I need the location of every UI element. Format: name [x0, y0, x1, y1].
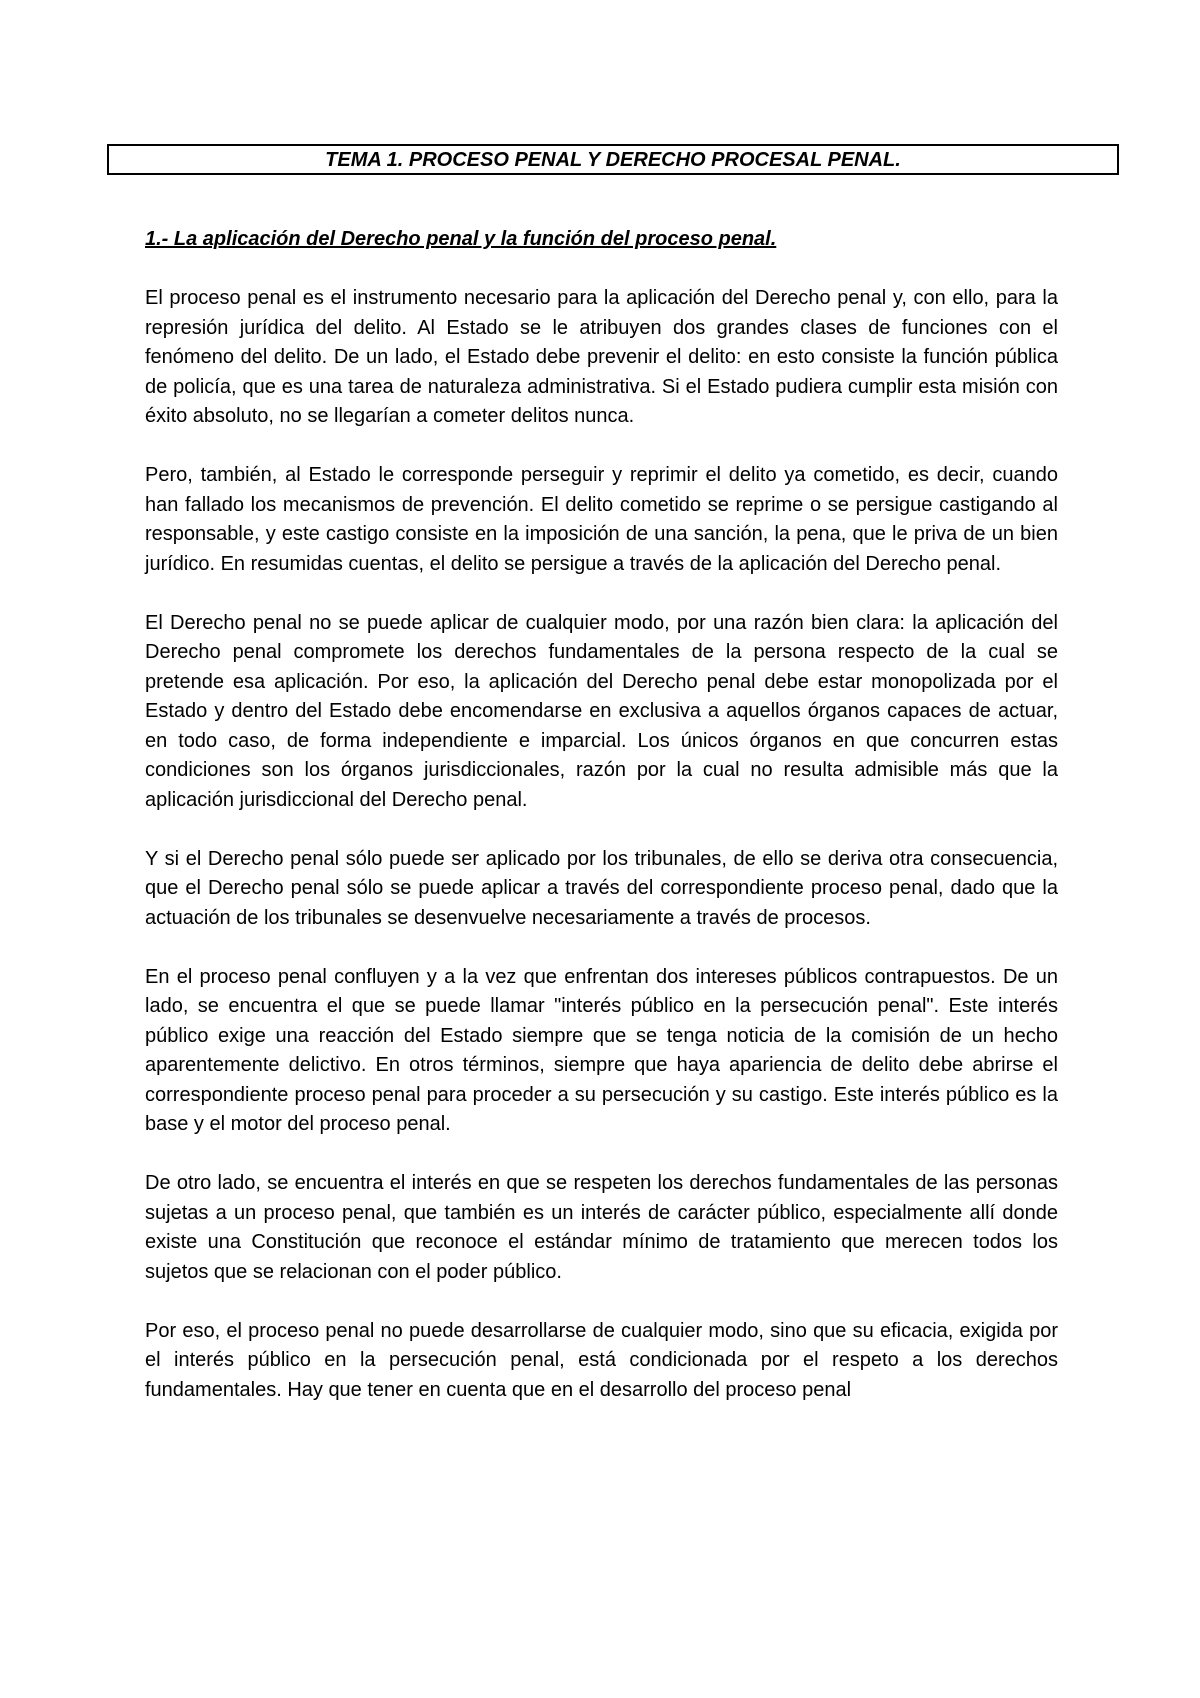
paragraph-7: Por eso, el proceso penal no puede desarrollarse de cualquier modo, sino que su eficacia, exigida por el interés público en la persecución penal, está condicionada por el respeto a los derechos fundamentales. Hay que tener en cuenta que en el desarrollo del proceso penal	[145, 1319, 1058, 1401]
document-title-box	[107, 144, 1119, 175]
paragraph-4: Y si el Derecho penal sólo puede ser aplicado por los tribunales, de ello se deriva otra consecuencia, que el Derecho penal sólo se puede aplicar a través del correspondiente proceso penal, dado que la actuación de los tribunales se desenvuelve necesariamente a través de procesos.	[145, 847, 1058, 929]
paragraph-3: El Derecho penal no se puede aplicar de cualquier modo, por una razón bien clara: la aplicación del Derecho penal compromete los derechos fundamentales de la persona respecto de la cual se pretende esa aplicación. Por eso, la aplicación del Derecho penal debe estar monopolizada por el Estado y dentro del Estado debe encomendarse en exclusiva a aquellos órganos capaces de actuar, en todo caso, de forma independiente e imparcial. Los únicos órganos en que concurren estas condiciones son los órganos jurisdiccionales, razón por la cual no resulta admisible más que la aplicación jurisdiccional del Derecho penal.	[145, 611, 1058, 811]
paragraph-1: El proceso penal es el instrumento necesario para la aplicación del Derecho penal y, con ello, para la represión jurídica del delito. Al Estado se le atribuyen dos grandes clases de funciones con el fenómeno del delito. De un lado, el Estado debe prevenir el delito: en esto consiste la función pública de policía, que es una tarea de naturaleza administrativa. Si el Estado pudiera cumplir esta misión con éxito absoluto, no se llegarían a cometer delitos nunca.	[145, 287, 1058, 427]
section-heading: 1.- La aplicación del Derecho penal y la función del proceso penal.	[145, 228, 777, 250]
document-body	[145, 225, 1058, 1405]
document-title: TEMA 1. PROCESO PENAL Y DERECHO PROCESAL PENAL.	[325, 148, 901, 171]
paragraph-2: Pero, también, al Estado le corresponde perseguir y reprimir el delito ya cometido, es decir, cuando han fallado los mecanismos de prevención. El delito cometido se reprime o se persigue castigando al responsable, y este castigo consiste en la imposición de una sanción, la pena, que le priva de un bien jurídico. En resumidas cuentas, el delito se persigue a través de la aplicación del Derecho penal.	[145, 464, 1058, 575]
paragraph-5: En el proceso penal confluyen y a la vez que enfrentan dos intereses públicos contrapuestos. De un lado, se encuentra el que se puede llamar "interés público en la persecución penal". Este interés público exige una reacción del Estado siempre que se tenga noticia de la comisión de un hecho aparentemente delictivo. En otros términos, siempre que haya apariencia de delito debe abrirse el correspondiente proceso penal para proceder a su persecución y su castigo. Este interés público es la base y el motor del proceso penal.	[145, 965, 1058, 1135]
paragraph-6: De otro lado, se encuentra el interés en que se respeten los derechos fundamentales de las personas sujetas a un proceso penal, que también es un interés de carácter público, especialmente allí donde existe una Constitución que reconoce el estándar mínimo de tratamiento que merecen todos los sujetos que se relacionan con el poder público.	[145, 1172, 1058, 1283]
